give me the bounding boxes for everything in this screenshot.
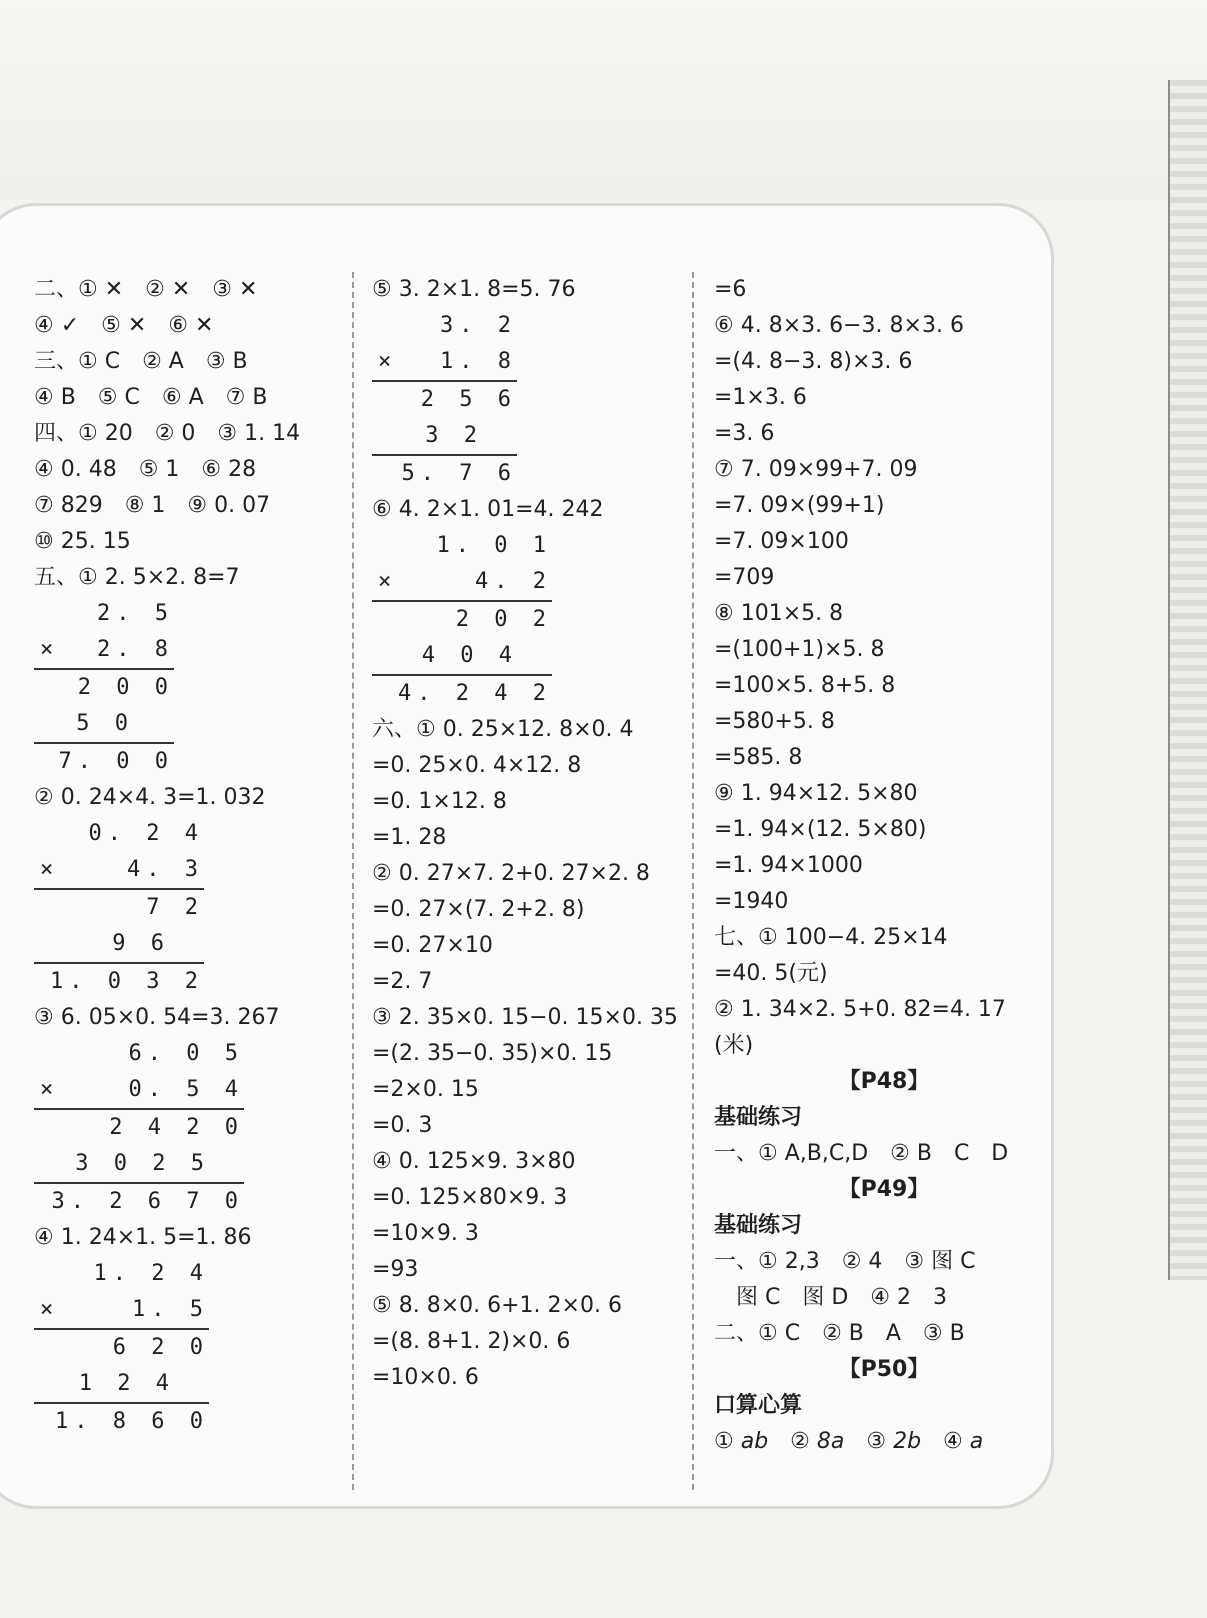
answer-line: (米): [714, 1033, 754, 1058]
answer-line: =585. 8: [714, 745, 803, 770]
answer-line: =1940: [714, 889, 789, 914]
answer-line: =10×0. 6: [372, 1365, 479, 1390]
answer-line: =0. 125×80×9. 3: [372, 1185, 568, 1210]
page-reference-heading: 【P49】: [838, 1177, 930, 1202]
product: 7. 0 0: [58, 749, 174, 774]
vertical-multiplication: [34, 596, 174, 780]
answer-line: =93: [372, 1257, 419, 1282]
answer-line: =1. 94×1000: [714, 853, 863, 878]
product: 1. 0 3 2: [50, 969, 204, 994]
answer-line: ④ B ⑤ C ⑥ A ⑦ B: [34, 385, 268, 410]
vertical-multiplication: [34, 1036, 244, 1220]
partial-product: 3 2: [372, 418, 517, 456]
partial-product: 7 2: [146, 895, 204, 920]
answer-line: ① ab ② 8a ③ 2b ④ a: [714, 1429, 984, 1454]
answer-line: ⑨ 1. 94×12. 5×80: [714, 781, 918, 806]
product: 3. 2 6 7 0: [51, 1189, 244, 1214]
answer-line: =7. 09×(99+1): [714, 493, 885, 518]
answer-line: ② 0. 27×7. 2+0. 27×2. 8: [372, 861, 650, 886]
partial-product: 2 0 0: [77, 675, 174, 700]
partial-product: 1 2 4: [34, 1366, 209, 1404]
multiplicand: 1. 0 1: [436, 533, 552, 558]
partial-product: 2 5 6: [420, 387, 517, 412]
answer-line: ② 1. 34×2. 5+0. 82=4. 17: [714, 997, 1006, 1022]
answer-line: =1. 28: [372, 825, 447, 850]
vertical-multiplication: [372, 528, 552, 712]
answer-line: 一、① 2,3 ② 4 ③ 图 C: [714, 1249, 976, 1274]
answer-line: =0. 25×0. 4×12. 8: [372, 753, 582, 778]
answer-line: =0. 3: [372, 1113, 433, 1138]
multiplier-row: × 0. 5 4: [34, 1072, 244, 1110]
page-reference-heading: 【P50】: [838, 1357, 930, 1382]
answer-line: ⑦ 829 ⑧ 1 ⑨ 0. 07: [34, 493, 271, 518]
answer-line: =580+5. 8: [714, 709, 835, 734]
answer-column-3: [714, 272, 1054, 1460]
multiplicand: 0. 2 4: [88, 821, 204, 846]
answer-line: =0. 1×12. 8: [372, 789, 507, 814]
multiplier-row: × 1. 8: [372, 344, 517, 382]
product: 4. 2 4 2: [398, 681, 552, 706]
answer-line: =(100+1)×5. 8: [714, 637, 885, 662]
column-divider: [692, 272, 694, 1490]
partial-product: 2 0 2: [455, 607, 552, 632]
answer-line: =709: [714, 565, 775, 590]
product: 1. 8 6 0: [55, 1409, 209, 1434]
partial-product: 3 0 2 5: [34, 1146, 244, 1184]
multiplicand: 1. 2 4: [93, 1261, 209, 1286]
answer-line: =1×3. 6: [714, 385, 807, 410]
answer-line: ⑤ 8. 8×0. 6+1. 2×0. 6: [372, 1293, 622, 1318]
answer-line: ⑤ 3. 2×1. 8=5. 76: [372, 277, 576, 302]
answer-line: 五、① 2. 5×2. 8=7: [34, 565, 240, 590]
answer-line: =100×5. 8+5. 8: [714, 673, 896, 698]
answer-line: 图 C 图 D ④ 2 3: [714, 1285, 947, 1310]
answer-line: =(2. 35−0. 35)×0. 15: [372, 1041, 613, 1066]
answer-line: 四、① 20 ② 0 ③ 1. 14: [34, 421, 301, 446]
answer-column-2: [372, 272, 682, 1396]
multiplicand: 6. 0 5: [128, 1041, 244, 1066]
page-background-top: [0, 0, 1207, 200]
multiplier-row: × 2. 8: [34, 632, 174, 670]
answer-line: 七、① 100−4. 25×14: [714, 925, 948, 950]
multiplicand: 3. 2: [440, 313, 517, 338]
answer-line: =6: [714, 277, 747, 302]
partial-product: 6 2 0: [112, 1335, 209, 1360]
answer-column-1: [34, 272, 354, 1440]
answer-line: =7. 09×100: [714, 529, 849, 554]
multiplier-row: × 4. 3: [34, 852, 204, 890]
section-heading: 基础练习: [714, 1105, 803, 1130]
answer-line: ④ 0. 48 ⑤ 1 ⑥ 28: [34, 457, 257, 482]
answer-line: =3. 6: [714, 421, 775, 446]
multiplier-row: × 1. 5: [34, 1292, 209, 1330]
answer-line: =10×9. 3: [372, 1221, 479, 1246]
answer-line: =0. 27×10: [372, 933, 493, 958]
answer-line: ⑩ 25. 15: [34, 529, 131, 554]
answer-line: ⑥ 4. 2×1. 01=4. 242: [372, 497, 604, 522]
answer-line: ② 0. 24×4. 3=1. 032: [34, 785, 266, 810]
section-heading: 口算心算: [714, 1393, 803, 1418]
answer-line: =1. 94×(12. 5×80): [714, 817, 927, 842]
answer-line: 二、① C ② B A ③ B: [714, 1321, 965, 1346]
answer-line: ④ ✓ ⑤ ✕ ⑥ ✕: [34, 313, 214, 338]
answer-line: 二、① ✕ ② ✕ ③ ✕: [34, 277, 258, 302]
answer-line: 一、① A,B,C,D ② B C D: [714, 1141, 1009, 1166]
answer-line: ⑧ 101×5. 8: [714, 601, 844, 626]
answer-line: =(8. 8+1. 2)×0. 6: [372, 1329, 571, 1354]
answer-line: 六、① 0. 25×12. 8×0. 4: [372, 717, 634, 742]
answer-line: ④ 1. 24×1. 5=1. 86: [34, 1225, 252, 1250]
answer-line: =2. 7: [372, 969, 433, 994]
product: 5. 7 6: [401, 461, 517, 486]
answer-line: =2×0. 15: [372, 1077, 479, 1102]
vertical-multiplication: [34, 1256, 209, 1440]
answer-line: ④ 0. 125×9. 3×80: [372, 1149, 576, 1174]
answer-line: =40. 5(元): [714, 961, 828, 986]
answer-line: =(4. 8−3. 8)×3. 6: [714, 349, 913, 374]
vertical-multiplication: [34, 816, 204, 1000]
answer-line: ⑥ 4. 8×3. 6−3. 8×3. 6: [714, 313, 964, 338]
answer-line: ③ 2. 35×0. 15−0. 15×0. 35: [372, 1005, 678, 1030]
answer-line: 三、① C ② A ③ B: [34, 349, 248, 374]
partial-product: 4 0 4: [372, 638, 552, 676]
page-reference-heading: 【P48】: [838, 1069, 930, 1094]
answer-line: =0. 27×(7. 2+2. 8): [372, 897, 585, 922]
partial-product: 5 0: [34, 706, 174, 744]
answer-line: ③ 6. 05×0. 54=3. 267: [34, 1005, 280, 1030]
answer-line: ⑦ 7. 09×99+7. 09: [714, 457, 918, 482]
section-heading: 基础练习: [714, 1213, 803, 1238]
partial-product: 9 6: [34, 926, 204, 964]
partial-product: 2 4 2 0: [109, 1115, 244, 1140]
multiplier-row: × 4. 2: [372, 564, 552, 602]
multiplicand: 2. 5: [97, 601, 174, 626]
vertical-multiplication: [372, 308, 517, 492]
torn-page-edge: [1168, 80, 1207, 1280]
